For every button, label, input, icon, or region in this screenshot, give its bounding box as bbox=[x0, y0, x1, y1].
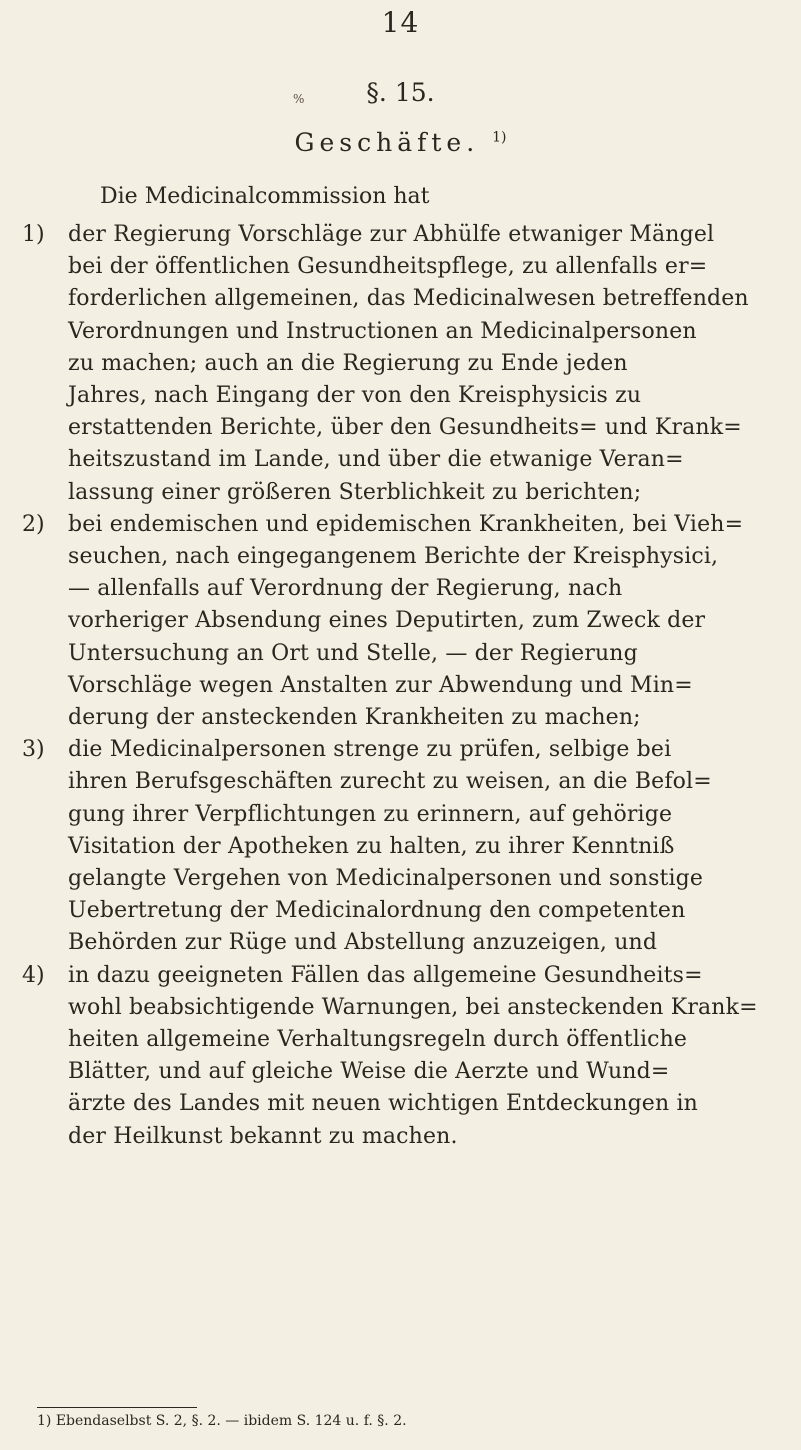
text-line: Verordnungen und Instructionen an Medicinalpersonen bbox=[68, 318, 697, 344]
text-line: derung der ansteckenden Krankheiten zu machen; bbox=[68, 705, 641, 731]
text-line: Blätter, und auf gleiche Weise die Aerzte und Wund= bbox=[68, 1059, 670, 1085]
text-line: ärzte des Landes mit neuen wichtigen Entdeckungen in bbox=[68, 1091, 698, 1117]
text-line: Uebertretung der Medicinalordnung den competenten bbox=[68, 898, 686, 924]
text-line: wohl beabsichtigende Warnungen, bei ansteckenden Krank= bbox=[68, 994, 758, 1020]
footnote: 1) Ebendaselbst S. 2, §. 2. — ibidem S. 124 u. f. §. 2. bbox=[37, 1413, 407, 1429]
text-line: der Regierung Vorschläge zur Abhülfe etwaniger Mängel bbox=[68, 222, 715, 247]
list-item bbox=[22, 509, 782, 734]
text-line: in dazu geeigneten Fällen das allgemeine Gesundheits= bbox=[68, 962, 703, 988]
margin-mark: % bbox=[293, 92, 305, 106]
footnote-reference: 1) bbox=[492, 129, 507, 146]
text-line: Behörden zur Rüge und Abstellung anzuzeigen, und bbox=[68, 930, 658, 956]
item-number: 2) bbox=[22, 511, 45, 537]
text-line: forderlichen allgemeinen, das Medicinalwesen betreffenden bbox=[68, 286, 749, 312]
text-line: — allenfalls auf Verordnung der Regierung, nach bbox=[68, 576, 623, 602]
item-number: 4) bbox=[22, 962, 45, 988]
item-number: 3) bbox=[22, 737, 45, 763]
text-line: heitszustand im Lande, und über die etwanige Veran= bbox=[68, 447, 684, 473]
section-title bbox=[0, 128, 801, 157]
item-text bbox=[68, 734, 712, 959]
page-number: 14 bbox=[381, 6, 420, 39]
item-text bbox=[68, 509, 743, 734]
section-title-text: Geschäfte. bbox=[294, 128, 480, 157]
text-line: die Medicinalpersonen strenge zu prüfen, selbige bei bbox=[68, 737, 672, 763]
text-line: Untersuchung an Ort und Stelle, — der Regierung bbox=[68, 640, 638, 666]
item-number: 1) bbox=[22, 222, 45, 247]
footnote-rule bbox=[37, 1407, 197, 1408]
list-item bbox=[22, 960, 782, 1153]
text-line: Jahres, nach Eingang der von den Kreisphysicis zu bbox=[68, 383, 642, 409]
text-line: bei der öffentlichen Gesundheitspflege, zu allenfalls er= bbox=[68, 254, 708, 280]
item-text bbox=[68, 960, 758, 1153]
text-line: ihren Berufsgeschäften zurecht zu weisen, an die Befol= bbox=[68, 769, 712, 795]
text-line: gelangte Vergehen von Medicinalpersonen und sonstige bbox=[68, 866, 704, 892]
item-text bbox=[68, 219, 749, 509]
list-item bbox=[22, 734, 782, 959]
text-line: lassung einer größeren Sterblichkeit zu berichten; bbox=[68, 479, 642, 505]
text-line: heiten allgemeine Verhaltungsregeln durch öffentliche bbox=[68, 1027, 688, 1053]
section-number: §. 15. bbox=[366, 78, 435, 107]
duties-list bbox=[22, 219, 782, 1153]
text-line: erstattenden Berichte, über den Gesundheits= und Krank= bbox=[68, 415, 742, 441]
text-line: der Heilkunst bekannt zu machen. bbox=[68, 1123, 458, 1149]
text-line: Vorschläge wegen Anstalten zur Abwendung und Min= bbox=[68, 672, 693, 698]
text-line: vorheriger Absendung eines Deputirten, zum Zweck der bbox=[68, 608, 706, 634]
text-line: bei endemischen und epidemischen Krankheiten, bei Vieh= bbox=[68, 511, 744, 537]
text-line: Visitation der Apotheken zu halten, zu ihrer Kenntniß bbox=[68, 833, 675, 859]
text-line: gung ihrer Verpflichtungen zu erinnern, auf gehörige bbox=[68, 801, 673, 827]
text-line: zu machen; auch an die Regierung zu Ende jeden bbox=[68, 350, 628, 376]
text-line: seuchen, nach eingegangenem Berichte der Kreisphysici, bbox=[68, 544, 719, 570]
list-item bbox=[22, 219, 782, 509]
intro-line: Die Medicinalcommission hat bbox=[100, 184, 430, 209]
